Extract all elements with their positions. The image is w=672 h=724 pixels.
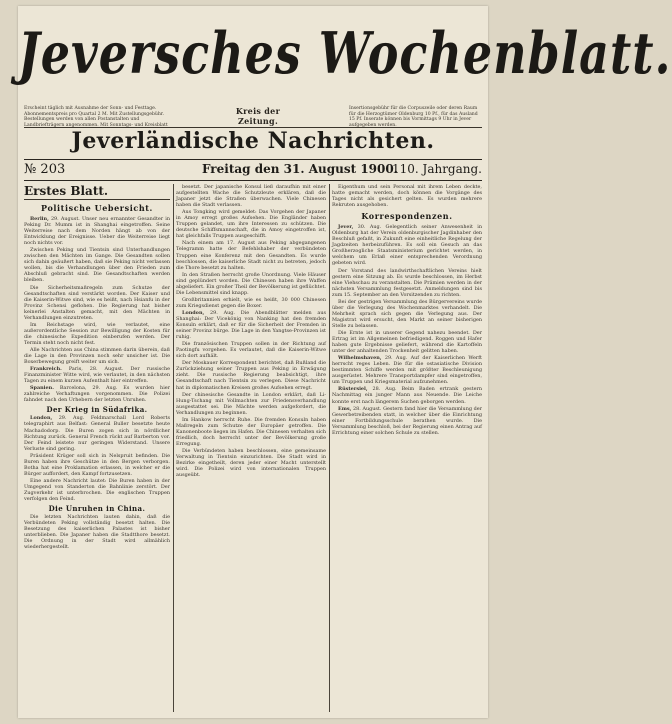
issue-number: № 203 bbox=[24, 162, 66, 177]
article-paragraph: In den Straßen herrscht große Unordnung. Viele Häuser sind geplündert worden. Die Chinesen haben ihre Waffen abgeliefert. Ein großer Theil der Bevölkerung ist geflüchtet. Die Lebensmittel sind knapp. bbox=[176, 271, 326, 296]
column-separator bbox=[329, 184, 330, 712]
article-paragraph: Im Reichstage wird, wie verlautet, eine außerordentliche Session zur Bewilligung der Kosten für die chinesische Expedition einberufen werden. Der Termin steht noch nicht fest. bbox=[24, 321, 170, 346]
issue-rule-bottom bbox=[24, 180, 482, 181]
article-heading: Politische Uebersicht. bbox=[41, 203, 153, 213]
article-paragraph: besetzt. Der japanische Konsul ließ daraufhin mit einer aufgestellten Wache die Schutzleute erklären, daß die Japaner jetzt die Straßen überwachen. Viele Chinesen haben die Stadt verlassen. bbox=[176, 184, 326, 209]
article-paragraph: Ems, 28. August. Gestern fand hier die Versammlung der Gewerbetreibenden statt, in welcher über die Einrichtung einer Fortbildungsschule berathen wurde. Die Versammlung beschloß, bei der Regierung einen Antrag auf Errichtung einer solchen Schule zu stellen. bbox=[332, 405, 482, 436]
article-paragraph: Die Verbündeten haben beschlossen, eine gemeinsame Verwaltung in Tientsin einzurichten. Die Stadt wird in Bezirke eingetheilt, deren jeder einer Macht unterstellt wird. Die Polizei wird von internationalen Truppen ausgeübt. bbox=[176, 447, 326, 479]
masthead-subtitle: Jeverländische Nachrichten. bbox=[71, 128, 435, 154]
dateline: Berlin, bbox=[30, 216, 49, 222]
dateline: Spanien. bbox=[30, 385, 54, 392]
issue-date: Freitag den 31. August 1900. bbox=[202, 162, 398, 176]
article-paragraph: Eine andere Nachricht lautet: Die Buren haben in der Umgegend von Standerton die Bahnlinie zerstört. Der Zugverkehr ist unterbrochen. Die englischen Truppen verfolgen den Feind. bbox=[24, 477, 170, 503]
article-paragraph: London, 29. Aug. Feldmarschall Lord Roberts telegraphirt aus Belfast: General Buller besetzte heute Machadodorp. Die Buren zogen sich in nördlicher Richtung zurück. General French rückt auf Barberton vor. Der Feind leistete nur geringen Widerstand. Unsere Verluste sind gering. bbox=[24, 415, 170, 452]
article-paragraph: London, 29. Aug. Die Abendblätter melden aus Shanghai: Der Vicekönig von Nanking hat den fremden Konsuln erklärt, daß er für die Sicherheit der Fremden in seiner Provinz bürge. Die Lage in den Yangtse-Provinzen ist ruhig. bbox=[176, 309, 326, 341]
article-paragraph: Spanien. Barcelona, 29. Aug. Es wurden hier zahlreiche Verhaftungen vorgenommen. Die Polizei fahndet nach den Urhebern der letzten Unruhen. bbox=[24, 385, 170, 404]
dateline: Frankreich. bbox=[30, 366, 62, 373]
article-paragraph: Der Moskauer Korrespondent berichtet, daß Rußland die Zurückziehung seiner Truppen aus Peking in Erwägung zieht. Die russische Regierung beabsichtigt, ihre Gesandtschaft nach Tientsin zu verlegen. Diese Nachricht hat in diplomatischen Kreisen großes Aufsehen erregt. bbox=[176, 360, 326, 391]
article-paragraph: Eigenthum und sein Personal mit ihrem Leben deckte, hatte gemacht werden, doch können die Vorgänge des Tages nicht als gesichert gelten. Es wurden mehrere Rekruten ausgehoben. bbox=[332, 184, 482, 209]
column-2 bbox=[176, 184, 326, 712]
newspaper-page bbox=[18, 6, 672, 718]
masthead-subscription-info: Erscheint täglich mit Ausnahme der Sonn- und Festtage. Abonnementspreis pro Quartal 2 M. Mit Zustellungsgebühr. Bestellungen werden von allen Postanstalten und Landbriefträgern angenommen. Mit Sonntags- und Kreisblatt bbox=[24, 106, 168, 128]
article-paragraph: Nach einem am 17. August aus Peking abgegangenen Telegramm hatte der Befehlshaber der verbündeten Truppen eine Konferenz mit den Gesandten. Es wurde beschlossen, die kaiserliche Stadt nicht zu betreten, jedoch die Thore besetzt zu halten. bbox=[176, 240, 326, 271]
masthead-advert-info: Insertionsgebühr für die Corpuszeile oder deren Raum für die Herzogtümer Oldenburg 10 Pf., für das Ausland 15 Pf. Inserate können bis Vormittags 9 Uhr in Jever aufgegeben werden. bbox=[349, 106, 478, 128]
dateline: Jever, bbox=[338, 224, 354, 231]
dateline: Ems, bbox=[338, 405, 352, 412]
issue-rule-top bbox=[24, 159, 482, 160]
article-paragraph: Alle Nachrichten aus China stimmen darin überein, daß die Lage in den Provinzen noch sehr unsicher ist. Die Boxerbewegung greift weiter um sich. bbox=[24, 346, 170, 366]
article-paragraph: Zwischen Peking und Tientsin sind Unterhandlungen zwischen den Mächten im Gange. Die Gesandten sollen sich dahin geäußert haben, daß sie Peking nicht verlassen wollen, bis die Verhandlungen über den Frieden zum Abschluß gebracht sind. Die Gesandtschaften werden bleiben. bbox=[24, 247, 170, 284]
masthead-center-note: Kreis der Zeitung. bbox=[235, 106, 281, 126]
article-paragraph: Berlin, 29. August. Unser neu ernannter Gesandter in Peking Dr. Mumm ist in Shanghai eingetroffen. Seine Weiterreise nach dem Norden hängt ab von der Entwicklung der Ereignisse. Ueber die Weiterreise liegt noch nichts vor. bbox=[24, 216, 170, 247]
section-title: Erstes Blatt. bbox=[24, 184, 170, 200]
article-paragraph: Aus Tongking wird gemeldet: Das Vorgehen der Japaner in Amoy erregt großes Aufsehen. Die Engländer haben Truppen gelandet, um ihre Interessen zu schützen. Die deutsche Schiffsmannschaft, die in Amoy eingetroffen ist, hat gleichfalls Truppen ausgeschifft. bbox=[176, 209, 326, 240]
article-paragraph: Die letzten Nachrichten lauten dahin, daß die Verbündeten Peking vollständig besetzt halten. Die Besetzung des kaiserlichen Palastes ist bisher unterblieben. Die Japaner haben die Stadtthore besetzt. Die Ordnung in der Stadt wird allmählich wiederhergestellt. bbox=[24, 514, 170, 551]
dateline: Wilhelmshaven, bbox=[338, 355, 382, 362]
article-heading: Der Krieg in Südafrika. bbox=[46, 405, 148, 415]
issue-year: 110. Jahrgang. bbox=[391, 162, 482, 176]
article-heading: Korrespondenzen. bbox=[361, 211, 453, 222]
article-paragraph: Rüstersiel, 28. Aug. Beim Baden ertrank gestern Nachmittag ein junger Mann aus Neuende. Die Leiche konnte erst nach längerem Suchen geborgen werden. bbox=[332, 386, 482, 405]
column-1 bbox=[24, 184, 170, 712]
article-paragraph: Frankreich. Paris, 28. August. Der russische Finanzminister Witte wird, wie verlautet, in den nächsten Tagen zu einem kurzen Aufenthalt hier eintreffen. bbox=[24, 366, 170, 385]
dateline: London, bbox=[30, 415, 53, 422]
article-paragraph: Präsident Krüger soll sich in Nelspruit befinden. Die Buren haben ihre Geschütze in den Bergen verborgen. Botha hat eine Proklamation erlassen, in welcher er die Bürger auffordert, den Kampf fortzusetzen. bbox=[24, 452, 170, 477]
article-paragraph: Bei der gestrigen Versammlung des Bürgervereins wurde über die Verlegung des Wochenmarktes verhandelt. Die Mehrheit sprach sich gegen die Verlegung aus. Der Magistrat wird ersucht, den Markt an seiner bisherigen Stelle zu belassen. bbox=[332, 298, 482, 329]
issue-bar bbox=[24, 162, 482, 178]
article-paragraph: Im Hankow herrscht Ruhe. Die fremden Konsuln haben Maßregeln zum Schutze der Europäer getroffen. Die Kanonenboote liegen im Hafen. Die Chinesen verhalten sich friedlich, doch herrscht unter der Bevölkerung große Erregung. bbox=[176, 416, 326, 447]
article-heading: Die Unruhen in China. bbox=[48, 504, 146, 514]
article-paragraph: Wilhelmshaven, 29. Aug. Auf der Kaiserlichen Werft herrscht reges Leben. Die für die ostasiatische Division bestimmten Schiffe werden mit größter Beschleunigung ausgerüstet. Mehrere Transportdampfer sind eingetroffen, um Truppen und Kriegsmaterial aufzunehmen. bbox=[332, 355, 482, 386]
article-paragraph: Der chinesische Gesandte in London erklärt, daß Li-Hung-Tschang mit Vollmachten zur Friedensverhandlung ausgestattet sei. Die Mächte werden aufgefordert, die Verhandlungen zu beginnen. bbox=[176, 391, 326, 416]
article-paragraph: Großbritannien erhielt, wie es heißt, 30 000 Chinesen zum Kriegsdienst gegen die Boxer. bbox=[176, 296, 326, 309]
column-3 bbox=[332, 184, 482, 712]
masthead-title: Jeversches Wochenblatt. bbox=[18, 19, 672, 87]
article-paragraph: Die französischen Truppen sollen in der Richtung auf Paotingfu vorgehen. Es verlautet, daß die Kaiserin-Witwe sich dort aufhält. bbox=[176, 341, 326, 360]
dateline: Rüstersiel, bbox=[338, 386, 368, 393]
article-paragraph: Die Ernte ist in unserer Gegend nahezu beendet. Der Ertrag ist im Allgemeinen befriedigend. Roggen und Hafer haben gute Ergebnisse geliefert, während die Kartoffeln unter der anhaltenden Trockenheit gelitten haben. bbox=[332, 329, 482, 355]
article-paragraph: Der Vorstand des landwirthschaftlichen Vereins hielt gestern eine Sitzung ab. Es wurde beschlossen, im Herbst eine Viehschau zu veranstalten. Die Prämien werden in der nächsten Versammlung festgesetzt. Anmeldungen sind bis zum 15. September an den Vorsitzenden zu richten. bbox=[332, 267, 482, 298]
dateline: London, bbox=[182, 309, 205, 316]
article-paragraph: Jever, 30. Aug. Gelegentlich seiner Anwesenheit in Oldenburg hat der Verein oldenburgischer Jagdinhaber den Beschluß gefaßt, in Zukunft eine einheitliche Regelung der Jagdzeiten herbeizuführen. Es soll ein Gesuch an das Großherzogliche Staatsministerium gerichtet werden, in welchem um Erlaß einer entsprechenden Verordnung gebeten wird. bbox=[332, 224, 482, 267]
column-separator bbox=[173, 184, 174, 712]
article-paragraph: Die Sicherheitsmaßregeln zum Schutze der Gesandtschaften sind verstärkt worden. Der Kaiser und die Kaiserin-Witwe sind, wie es heißt, nach Hsianfu in der Provinz Schensi geflohen. Die Regierung hat bisher keinerlei Anstalten gemacht, mit den Mächten in Verhandlungen einzutreten. bbox=[24, 284, 170, 321]
